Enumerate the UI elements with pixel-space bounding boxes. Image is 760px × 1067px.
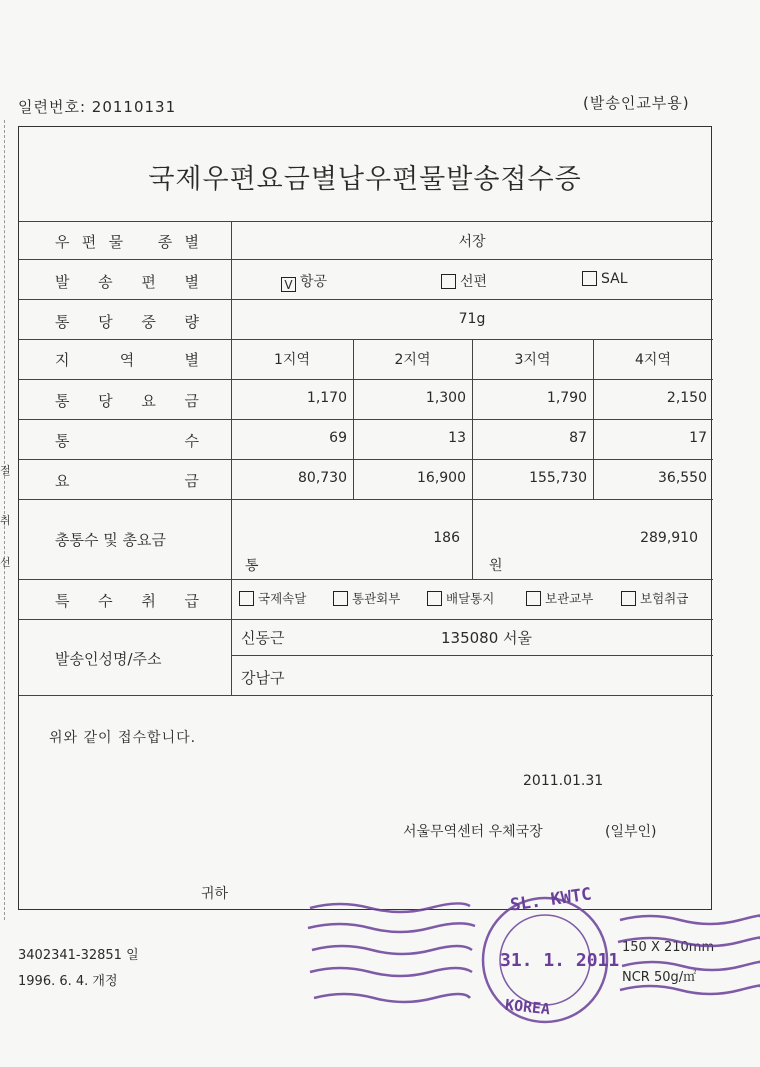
paper-spec: NCR 50g/㎡ [622, 970, 697, 985]
checkbox-customs[interactable] [333, 591, 348, 606]
total-amount: 289,910 [640, 530, 698, 546]
unit-fee-2: 1,300 [425, 390, 466, 406]
sender-postcode-city: 135080 서울 [441, 629, 533, 647]
checkbox-express[interactable] [239, 591, 254, 606]
side-char-3: 선 [0, 556, 11, 569]
region-1: 1지역 [274, 352, 310, 368]
checkbox-delivery-notice[interactable] [427, 591, 442, 606]
label-send-method: 발 송 편 별 [55, 273, 199, 291]
label-weight: 통 당 중 량 [55, 313, 199, 331]
receipt-date: 2011.01.31 [523, 773, 604, 789]
checkbox-surface[interactable] [441, 274, 456, 289]
region-4: 4지역 [635, 352, 671, 368]
total-count: 186 [433, 530, 460, 546]
fee-3: 155,730 [529, 470, 587, 486]
checkbox-storage[interactable] [526, 591, 541, 606]
region-2: 2지역 [394, 352, 431, 368]
checkbox-air-checked[interactable]: V [281, 277, 296, 292]
option-storage[interactable]: 보관교부 [526, 589, 593, 607]
stamp-bottom-text: KOREA [504, 995, 551, 1019]
checkbox-insurance[interactable] [621, 591, 636, 606]
mail-type-value: 서장 [458, 234, 486, 250]
count-2: 13 [448, 430, 466, 446]
post-office-name: 서울무역센터 우체국장 [403, 824, 543, 840]
weight-value: 71g [458, 311, 486, 327]
region-3: 3지역 [514, 352, 551, 368]
form-number: 3402341-32851 일 [18, 948, 139, 963]
option-surface[interactable]: 선편 [441, 271, 487, 291]
sender-district: 강남구 [241, 669, 285, 687]
form-title: 국제우편요금별납우편물발송접수증 [148, 164, 582, 195]
revision-date: 1996. 6. 4. 개정 [18, 974, 118, 989]
option-express[interactable]: 국제속달 [239, 589, 306, 607]
received-text: 위와 같이 접수합니다. [49, 730, 197, 746]
label-total: 총통수 및 총요금 [55, 531, 166, 549]
label-special: 특 수 취 급 [55, 592, 199, 610]
unit-fee-1: 1,170 [306, 390, 347, 406]
label-fee: 요 금 [55, 472, 199, 490]
recipient-label: 귀하 [201, 886, 229, 902]
option-sal[interactable]: SAL [582, 271, 628, 287]
count-1: 69 [329, 430, 347, 446]
label-unit-fee: 통 당 요 금 [55, 392, 199, 410]
label-region: 지 역 별 [55, 351, 199, 369]
seal-label: (일부인) [605, 824, 657, 840]
serial-number: 일련번호: 20110131 [18, 98, 177, 116]
unit-fee-3: 1,790 [546, 390, 587, 406]
side-char-1: 절 [0, 464, 11, 477]
total-count-unit: 통 [245, 558, 259, 574]
fee-4: 36,550 [658, 470, 707, 486]
unit-fee-4: 2,150 [666, 390, 707, 406]
label-count: 통 수 [55, 432, 199, 450]
option-insurance[interactable]: 보험취급 [621, 589, 688, 607]
option-customs[interactable]: 통관회부 [333, 589, 400, 607]
checkbox-sal[interactable] [582, 271, 597, 286]
option-delivery-notice[interactable]: 배달통지 [427, 589, 494, 607]
label-mail-type: 우 편 물 종 별 [55, 233, 199, 251]
fee-2: 16,900 [417, 470, 466, 486]
paper-size: 150 X 210mm [622, 940, 715, 955]
copy-type-label: (발송인교부용) [583, 94, 690, 112]
stamp-top-text: SL. KWTC [509, 884, 593, 916]
count-3: 87 [569, 430, 587, 446]
side-char-2: 취 [0, 514, 11, 527]
fee-1: 80,730 [298, 470, 347, 486]
total-amount-unit: 원 [489, 558, 503, 574]
sender-name: 신동근 [241, 629, 285, 647]
stamp-date: 31. 1. 2011 [500, 950, 620, 971]
option-air[interactable]: V 항공 [281, 271, 327, 292]
count-4: 17 [689, 430, 707, 446]
receipt-form [18, 126, 712, 910]
label-sender: 발송인성명/주소 [55, 650, 162, 668]
